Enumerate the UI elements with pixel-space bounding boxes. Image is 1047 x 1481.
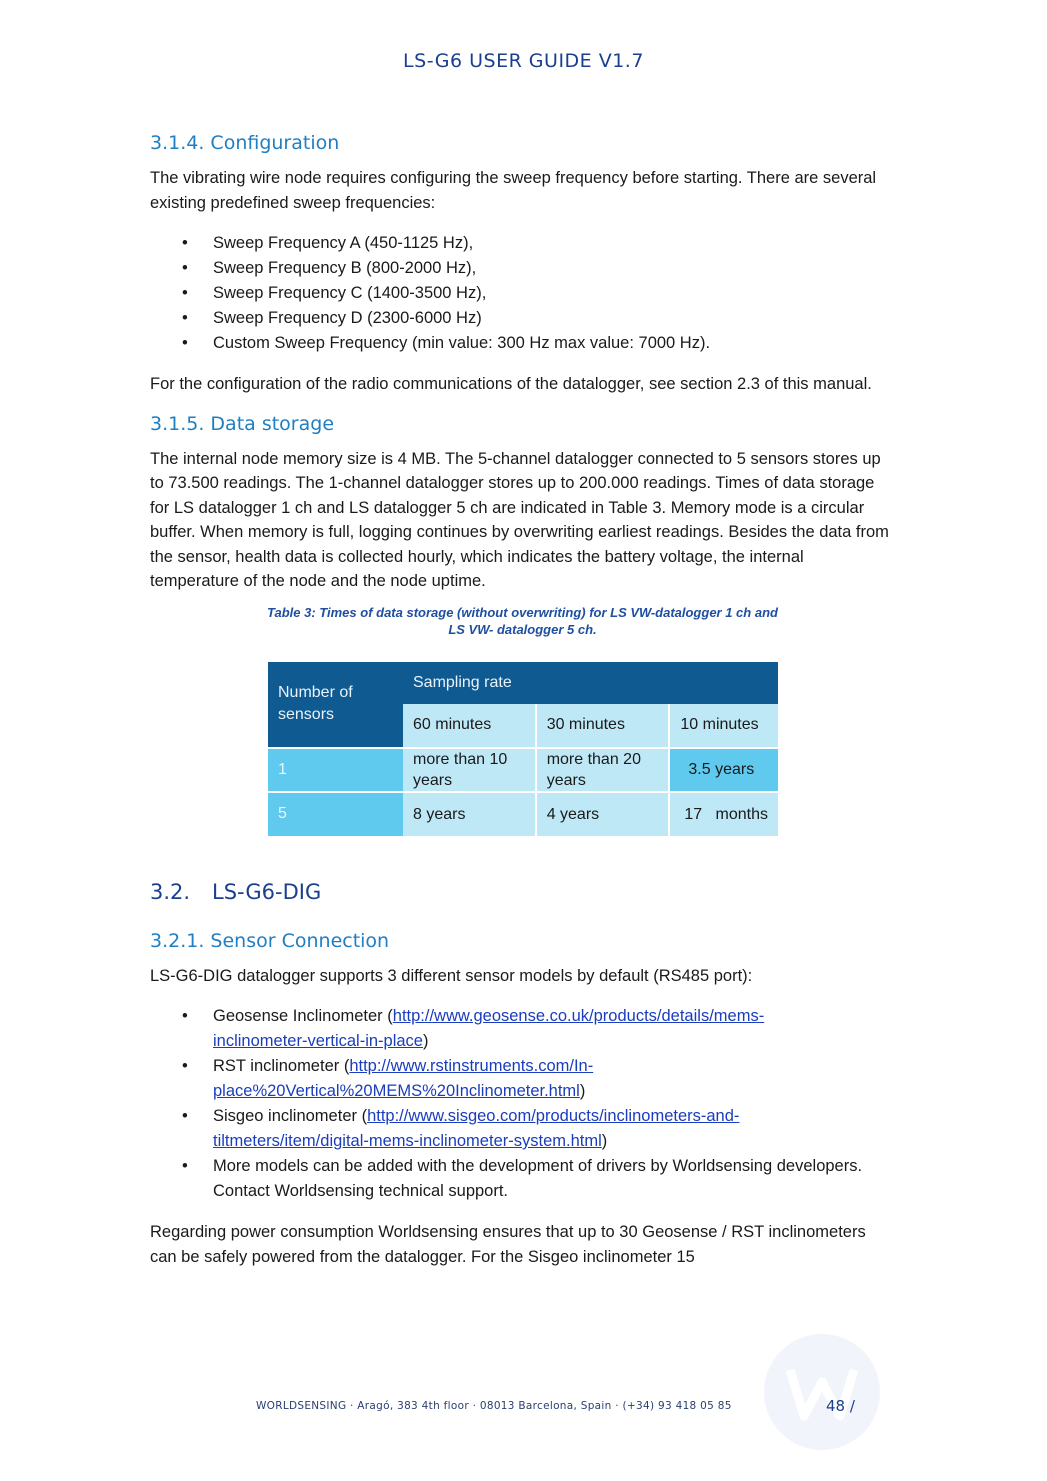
section-heading-data-storage: 3.1.5. Data storage [150, 412, 335, 435]
power-consumption-paragraph: Regarding power consumption Worldsensing ensures that up to 30 Geosense / RST inclinometers can be safely powered from the datalogger. For the Sisgeo inclinometer 15 [150, 1223, 866, 1266]
list-item: • RST inclinometer (http://www.rstinstruments.com/In- place%20Vertical%20MEMS%20Inclinometer.html) [182, 1057, 594, 1100]
geosense-link-continued[interactable]: inclinometer-vertical-in-place [213, 1032, 423, 1050]
page-content [150, 132, 895, 1285]
section-heading-configuration: 3.1.4. Configuration [150, 132, 340, 154]
table-cell: 17 months [669, 792, 778, 836]
footer-address: WORLDSENSING · Aragó, 383 4th floor · 08013 Barcelona, Spain · (+34) 93 418 05 85 [256, 1400, 732, 1412]
table-header-sensors: Number of sensors [268, 662, 403, 748]
section-heading-ls-g6-dig: 3.2. LS-G6-DIG [150, 879, 322, 904]
storage-times-table [268, 662, 778, 836]
table-header-sampling-rate: Sampling rate [403, 662, 778, 704]
list-item: • Sisgeo inclinometer (http://www.sisgeo.com/products/inclinometers-and- tiltmeters/item/digital-mems-inclinometer-system.html) [182, 1107, 740, 1150]
sweep-frequency-list [150, 231, 895, 356]
table-cell: 4 years [536, 792, 670, 836]
sisgeo-link[interactable]: http://www.sisgeo.com/products/inclinometers-and- [367, 1107, 740, 1125]
list-item: • Sweep Frequency B (800-2000 Hz), [182, 259, 477, 277]
list-item: • Sweep Frequency A (450-1125 Hz), [182, 234, 474, 252]
table-cell-sensors: 5 [268, 792, 403, 836]
sisgeo-link-continued[interactable]: tiltmeters/item/digital-mems-inclinometer-system.html [213, 1132, 602, 1150]
table-cell: more than 10 years [403, 748, 536, 792]
table-header-rate: 60 minutes [403, 704, 536, 748]
table-cell: 3.5 years [669, 748, 778, 792]
list-item: • Geosense Inclinometer (http://www.geosense.co.uk/products/details/mems- inclinometer-vertical-in-place) [182, 1007, 765, 1050]
table-caption: Table 3: Times of data storage (without overwriting) for LS VW-datalogger 1 ch and LS VW- datalogger 5 ch. [267, 604, 778, 637]
data-storage-body: The internal node memory size is 4 MB. The 5-channel datalogger connected to 5 sensors stores up to 73.500 readings. The 1-channel datalogger stores up to 200.000 readings. Times of data storage for LS datalogger 1 ch and LS datalogger 5 ch are indicated in Table 3. Memory mode is a circular buffer. When memory is full, logging continues by overwriting earliest readings. Besides the data from the sensor, health data is collected hourly, which indicates the battery voltage, the internal temperature of the node and the node uptime. [150, 449, 889, 590]
list-item: • More models can be added with the development of drivers by Worldsensing developers. Contact Worldsensing technical support. [182, 1157, 863, 1200]
sensor-models-list [150, 1004, 895, 1204]
table-header-rate: 30 minutes [536, 704, 670, 748]
list-item: • Custom Sweep Frequency (min value: 300 Hz max value: 7000 Hz). [182, 334, 711, 352]
list-item: • Sweep Frequency C (1400-3500 Hz), [182, 284, 487, 302]
rst-link-continued[interactable]: place%20Vertical%20MEMS%20Inclinometer.html [213, 1082, 580, 1100]
configuration-outro: For the configuration of the radio communications of the datalogger, see section 2.3 of this manual. [150, 375, 872, 393]
page-header-title: LS-G6 USER GUIDE V1.7 [403, 50, 644, 72]
section-heading-sensor-connection: 3.2.1. Sensor Connection [150, 929, 390, 952]
table-cell: more than 20 years [536, 748, 670, 792]
rst-link[interactable]: http://www.rstinstruments.com/In- [349, 1057, 594, 1075]
table-cell: 8 years [403, 792, 536, 836]
table-cell-sensors: 1 [268, 748, 403, 792]
geosense-link[interactable]: http://www.geosense.co.uk/products/details/mems- [392, 1007, 765, 1025]
page-number: 48 / [826, 1397, 855, 1415]
configuration-intro: The vibrating wire node requires configuring the sweep frequency before starting. There are several existing predefined sweep frequencies: [150, 169, 877, 212]
list-item: • Sweep Frequency D (2300-6000 Hz) [182, 309, 482, 327]
table-row [268, 792, 778, 836]
table-row [268, 748, 778, 792]
table-header-rate: 10 minutes [669, 704, 778, 748]
sensor-connection-intro: LS-G6-DIG datalogger supports 3 different sensor models by default (RS485 port): [150, 966, 753, 985]
worldsensing-watermark-icon [752, 1330, 892, 1450]
